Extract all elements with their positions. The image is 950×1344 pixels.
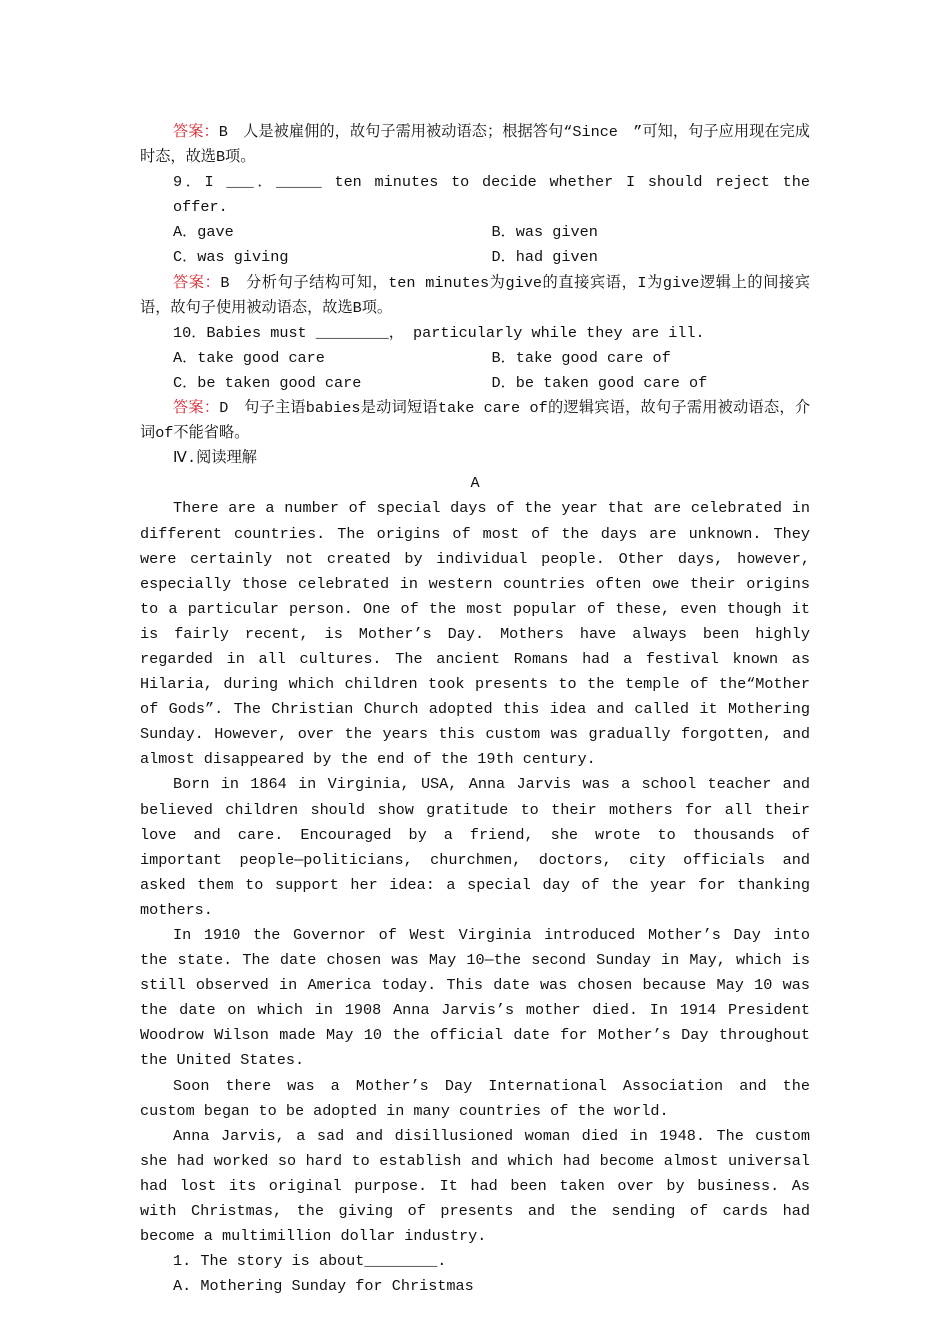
answer-explanation: B 人是被雇佣的，故句子需用被动语态；根据答句“Since ”可知，句子应用现在完成时态，故选B项。 (140, 123, 810, 167)
q9-option-a: A．gave (173, 223, 234, 242)
q10-stem: 10．Babies must ________， particularly while they are ill. (173, 323, 705, 342)
q10-options-row-1 (140, 346, 810, 371)
q1-option-a: A. Mothering Sunday for Christmas (173, 1277, 474, 1296)
q9-option-b: B．was given (491, 223, 598, 242)
answer-label: 答案： (173, 273, 221, 292)
q9-stem: 9．I ___．_____ ten minutes to decide whether I should reject the offer. (173, 173, 810, 217)
answer-explanation: D 句子主语babies是动词短语take care of的逻辑宾语，故句子需用被动语态，介词of不能省略。 (140, 399, 811, 443)
passage-letter: A (470, 474, 480, 493)
passage-paragraph: Soon there was a Mother’s Day International Association and the custom began to be adopted in many countries of the world. (140, 1076, 810, 1120)
q1-stem: 1. The story is about________. (173, 1252, 447, 1271)
q10-option-a: A．take good care (173, 348, 325, 367)
passage-paragraph: Born in 1864 in Virginia, USA, Anna Jarvis was a school teacher and believed children should show gratitude to their mothers for all their love and care. Encouraged by a friend, she wrote to thousands of important people—politicians, churchmen, doctors, city officials and asked them to support her idea: a special day of the year for thanking mothers. (140, 775, 810, 919)
answer-label: 答案： (173, 123, 219, 141)
q9-option-c: C．was giving (173, 248, 289, 267)
q9-answer (140, 271, 810, 321)
q8-answer (140, 120, 810, 170)
q10-answer (140, 396, 810, 446)
q10-option-b: B．take good care of (491, 348, 671, 367)
q9-options-row-1 (140, 220, 810, 245)
q9-options-row-2 (140, 245, 810, 270)
document-page (140, 120, 810, 1299)
q10-option-d: D．be taken good care of (491, 373, 708, 392)
passage-paragraph: There are a number of special days of the year that are celebrated in different countries. The origins of most of the days are unknown. They were certainly not created by individual people. Other days, however, especially those celebrated in western countries often owe their origins to a particular person. One of the most popular of these, even though it is fairly recent, is Mother’s Day. Mothers have always been highly regarded in all cultures. The ancient Romans had a festival known as Hilaria, during which children took presents to the temple of the“Mother of Gods”. The Christian Church adopted this idea and called it Mothering Sunday. However, over the years this custom was gradually forgotten, and almost disappeared by the end of the 19th century. (140, 499, 810, 769)
section-title: Ⅳ.阅读理解 (173, 449, 257, 468)
answer-label: 答案： (173, 399, 220, 418)
q10-option-c: C．be taken good care (173, 373, 362, 392)
q9-option-d: D．had given (491, 248, 598, 267)
passage-paragraph: In 1910 the Governor of West Virginia introduced Mother’s Day into the state. The date chosen was May 10—the second Sunday in May, which is still observed in America today. This date was chosen because May 10 was the date on which in 1908 Anna Jarvis’s mother died. In 1914 President Woodrow Wilson made May 10 the official date for Mother’s Day throughout the United States. (140, 926, 810, 1070)
answer-explanation: B 分析句子结构可知，ten minutes为give的直接宾语，I为give逻辑上的间接宾语，故句子使用被动语态，故选B项。 (140, 273, 810, 317)
q10-options-row-2 (140, 371, 810, 396)
passage-paragraph: Anna Jarvis, a sad and disillusioned woman died in 1948. The custom she had worked so hard to establish and which had become almost universal had lost its original purpose. It had been taken over by business. As with Christmas, the giving of presents and the sending of cards had become a multimillion dollar industry. (140, 1126, 810, 1246)
